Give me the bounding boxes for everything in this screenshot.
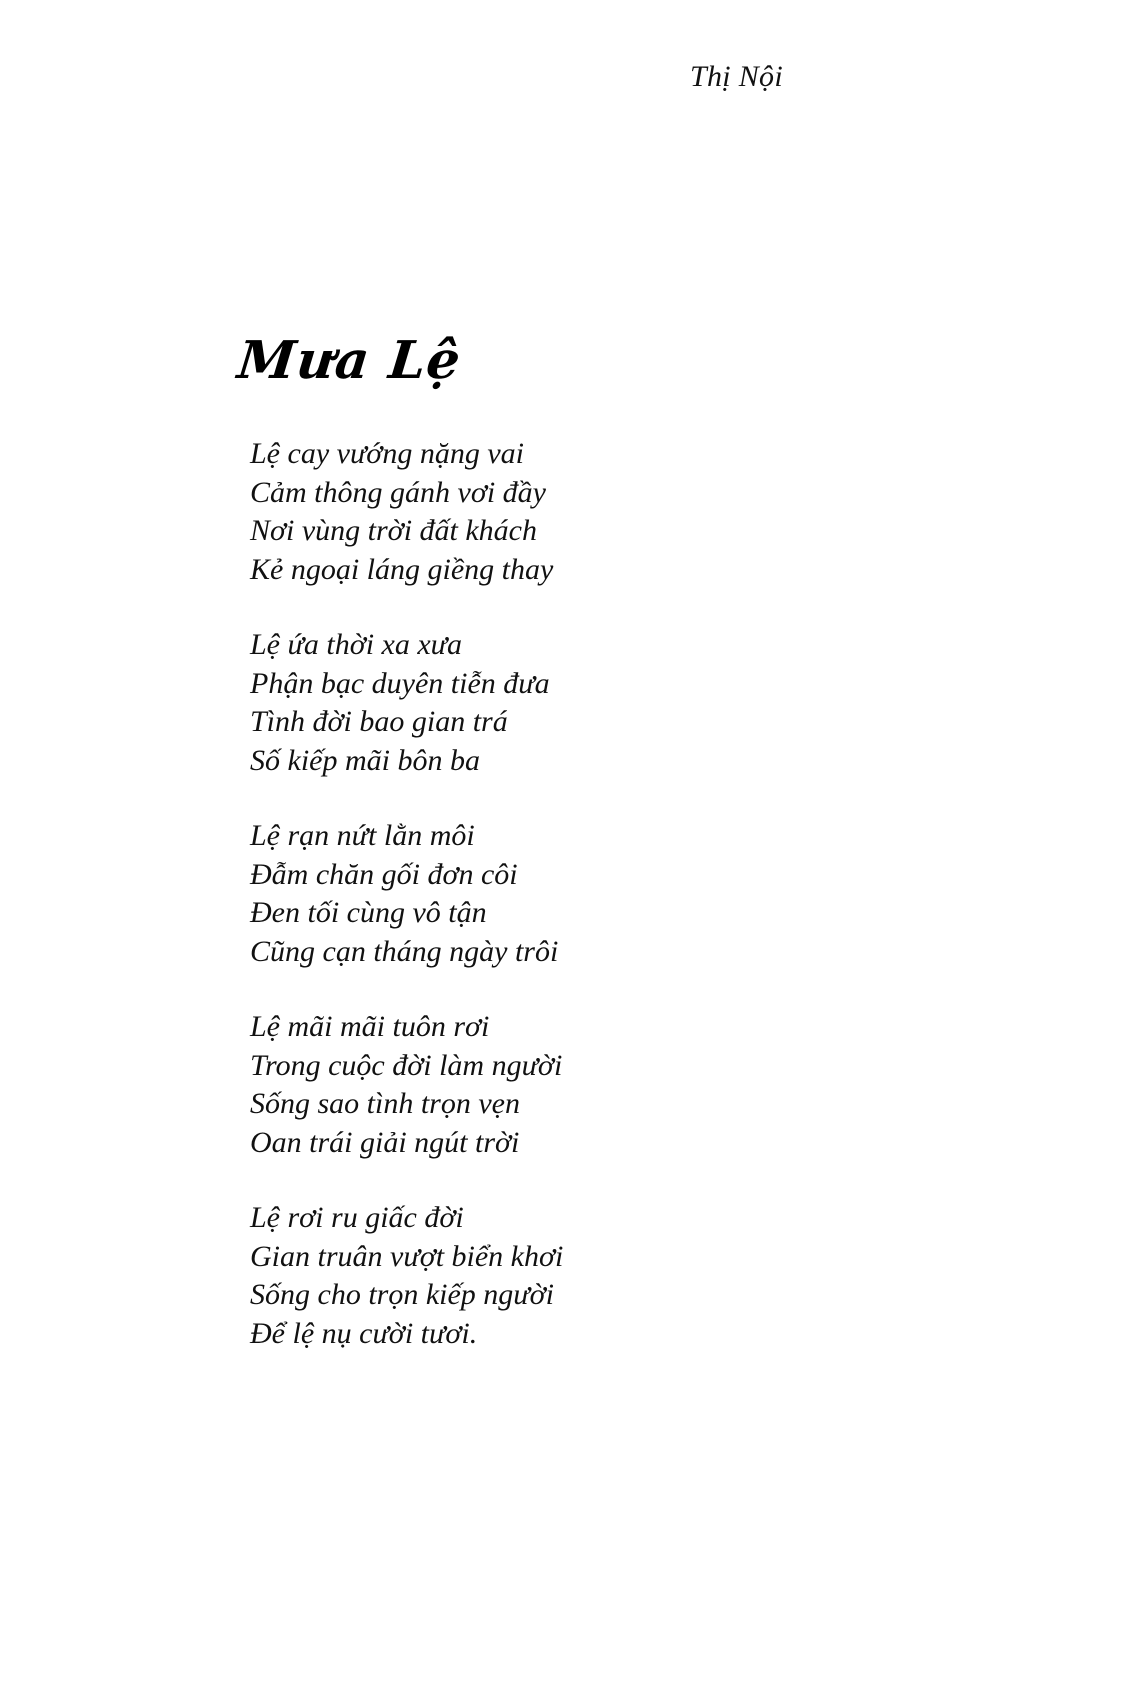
poem-line: Lệ cay vướng nặng vai <box>250 437 524 470</box>
poem-line: Nơi vùng trời đất khách <box>250 514 537 547</box>
poem-line: Để lệ nụ cười tươi. <box>250 1316 478 1350</box>
author-header: Thị Nội <box>690 60 783 93</box>
poem-line: Gian truân vượt biển khơi <box>250 1239 564 1273</box>
poem-line: Oan trái giải ngút trời <box>250 1125 520 1159</box>
poem-line: Cũng cạn tháng ngày trôi <box>250 934 559 968</box>
stanza <box>250 817 950 971</box>
poem-line: Cảm thông gánh vơi đầy <box>250 475 546 509</box>
stanza <box>250 435 950 589</box>
poem-line: Số kiếp mãi bôn ba <box>250 743 480 777</box>
stanza <box>250 1008 950 1162</box>
poem-body <box>250 435 950 1390</box>
poem-line: Lệ ứa thời xa xưa <box>250 628 463 661</box>
stanza <box>250 1199 950 1353</box>
poem-title: Mưa Lệ <box>234 330 465 391</box>
poem-line: Kẻ ngoại láng giềng thay <box>250 552 554 586</box>
poem-line: Phận bạc duyên tiễn đưa <box>250 666 550 700</box>
poem-line: Lệ rạn nứt lằn môi <box>250 819 475 852</box>
poem-line: Sống cho trọn kiếp người <box>250 1278 554 1311</box>
poem-line: Tình đời bao gian trá <box>250 705 508 738</box>
poem-line: Đen tối cùng vô tận <box>250 896 487 929</box>
stanza <box>250 626 950 780</box>
poem-line: Lệ rơi ru giấc đời <box>250 1201 464 1234</box>
poem-line: Sống sao tình trọn vẹn <box>250 1087 520 1120</box>
poem-line: Đẫm chăn gối đơn côi <box>250 857 518 891</box>
poem-line: Trong cuộc đời làm người <box>250 1048 563 1082</box>
poem-line: Lệ mãi mãi tuôn rơi <box>250 1010 490 1043</box>
